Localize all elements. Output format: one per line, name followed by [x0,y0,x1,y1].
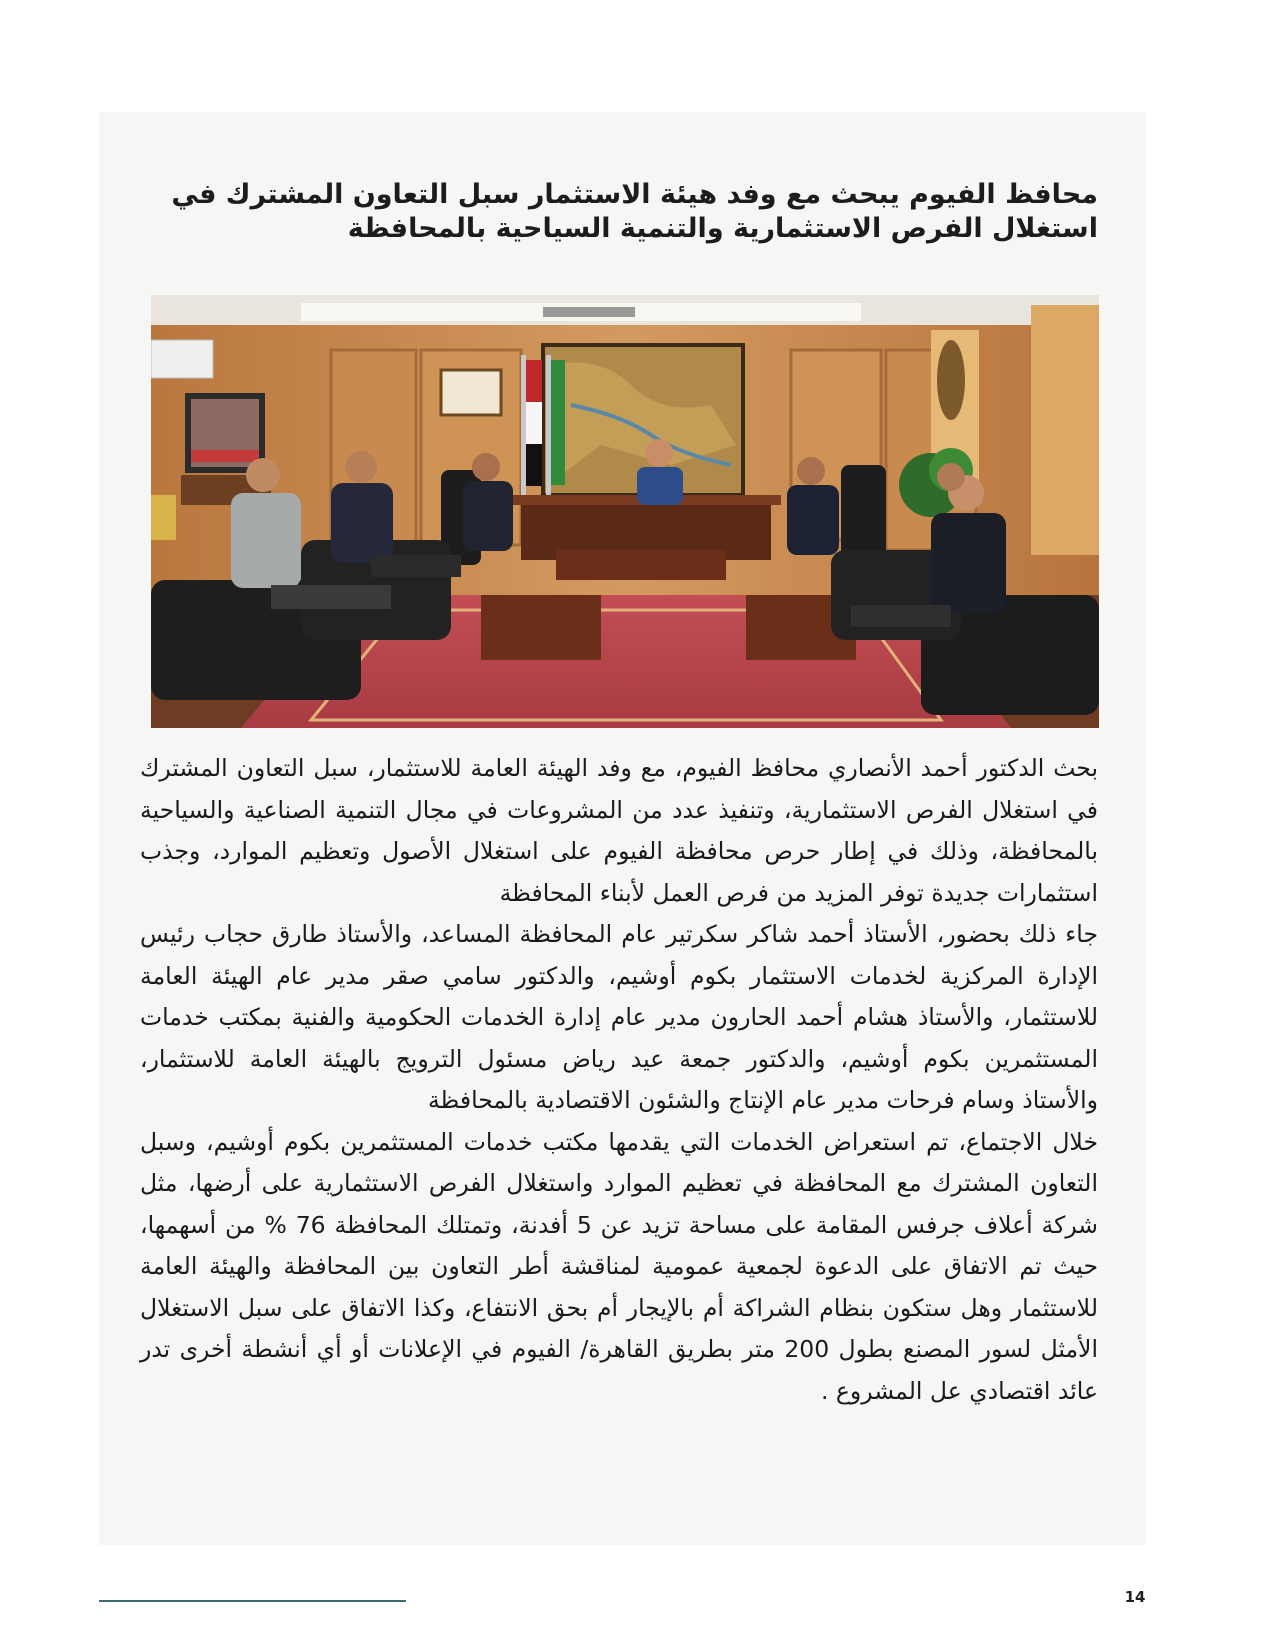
footer-rule [99,1600,406,1602]
page-number: 14 [1124,1588,1146,1606]
article-paragraph: بحث الدكتور أحمد الأنصاري محافظ الفيوم، مع وفد الهيئة العامة للاستثمار، سبل التعاون المشترك في استغلال الفرص الاستثمارية، وتنفيذ عدد من المشروعات في مجال التنمية الصناعية والسياحية بالمحافظة، وذلك في إطار حرص محافظة الفيوم على استغلال الأصول وتعظيم الموارد، وجذب استثمارات جديدة توفر المزيد من فرص العمل لأبناء المحافظة [140,754,1098,907]
article-paragraph: خلال الاجتماع، تم استعراض الخدمات التي يقدمها مكتب خدمات المستثمرين بكوم أوشيم، وسبل التعاون المشترك مع المحافظة في تعظيم الموارد واستغلال الفرص الاستثمارية على أرضها، مثل شركة أعلاف جرفس المقامة على مساحة تزيد عن 5 أفدنة، وتمتلك المحافظة 76 % من أسهمها، حيث تم الاتفاق على الدعوة لجمعية عمومية لمناقشة أطر التعاون بين المحافظة والهيئة العامة للاستثمار وهل ستكون بنظام الشراكة أم بالإيجار أم بحق الانتفاع، وكذا الاتفاق على سبل الاستغلال الأمثل لسور المصنع بطول 200 متر بطريق القاهرة/ الفيوم في الإعلانات أو أي أنشطة أخرى تدر عائد اقتصادي عل المشروع . [140,1127,1098,1405]
meeting-photo [151,295,1099,728]
article-headline: محافظ الفيوم يبحث مع وفد هيئة الاستثمار سبل التعاون المشترك في استغلال الفرص الاستثمارية والتنمية السياحية بالمحافظة [171,179,1098,244]
article-paragraph: جاء ذلك بحضور، الأستاذ أحمد شاكر سكرتير عام المحافظة المساعد، والأستاذ طارق حجاب رئيس الإدارة المركزية لخدمات الاستثمار بكوم أوشيم، والدكتور سامي صقر مدير عام الهيئة العامة للاستثمار، والأستاذ هشام أحمد الحارون مدير عام إدارة الخدمات الحكومية والفنية بمكتب خدمات المستثمرين بكوم أوشيم، والدكتور جمعة عيد رياض مسئول الترويج بالهيئة العامة للاستثمار، والأستاذ وسام فرحات مدير عام الإنتاج والشئون الاقتصادية بالمحافظة [140,920,1098,1114]
article-body [140,748,1098,1412]
